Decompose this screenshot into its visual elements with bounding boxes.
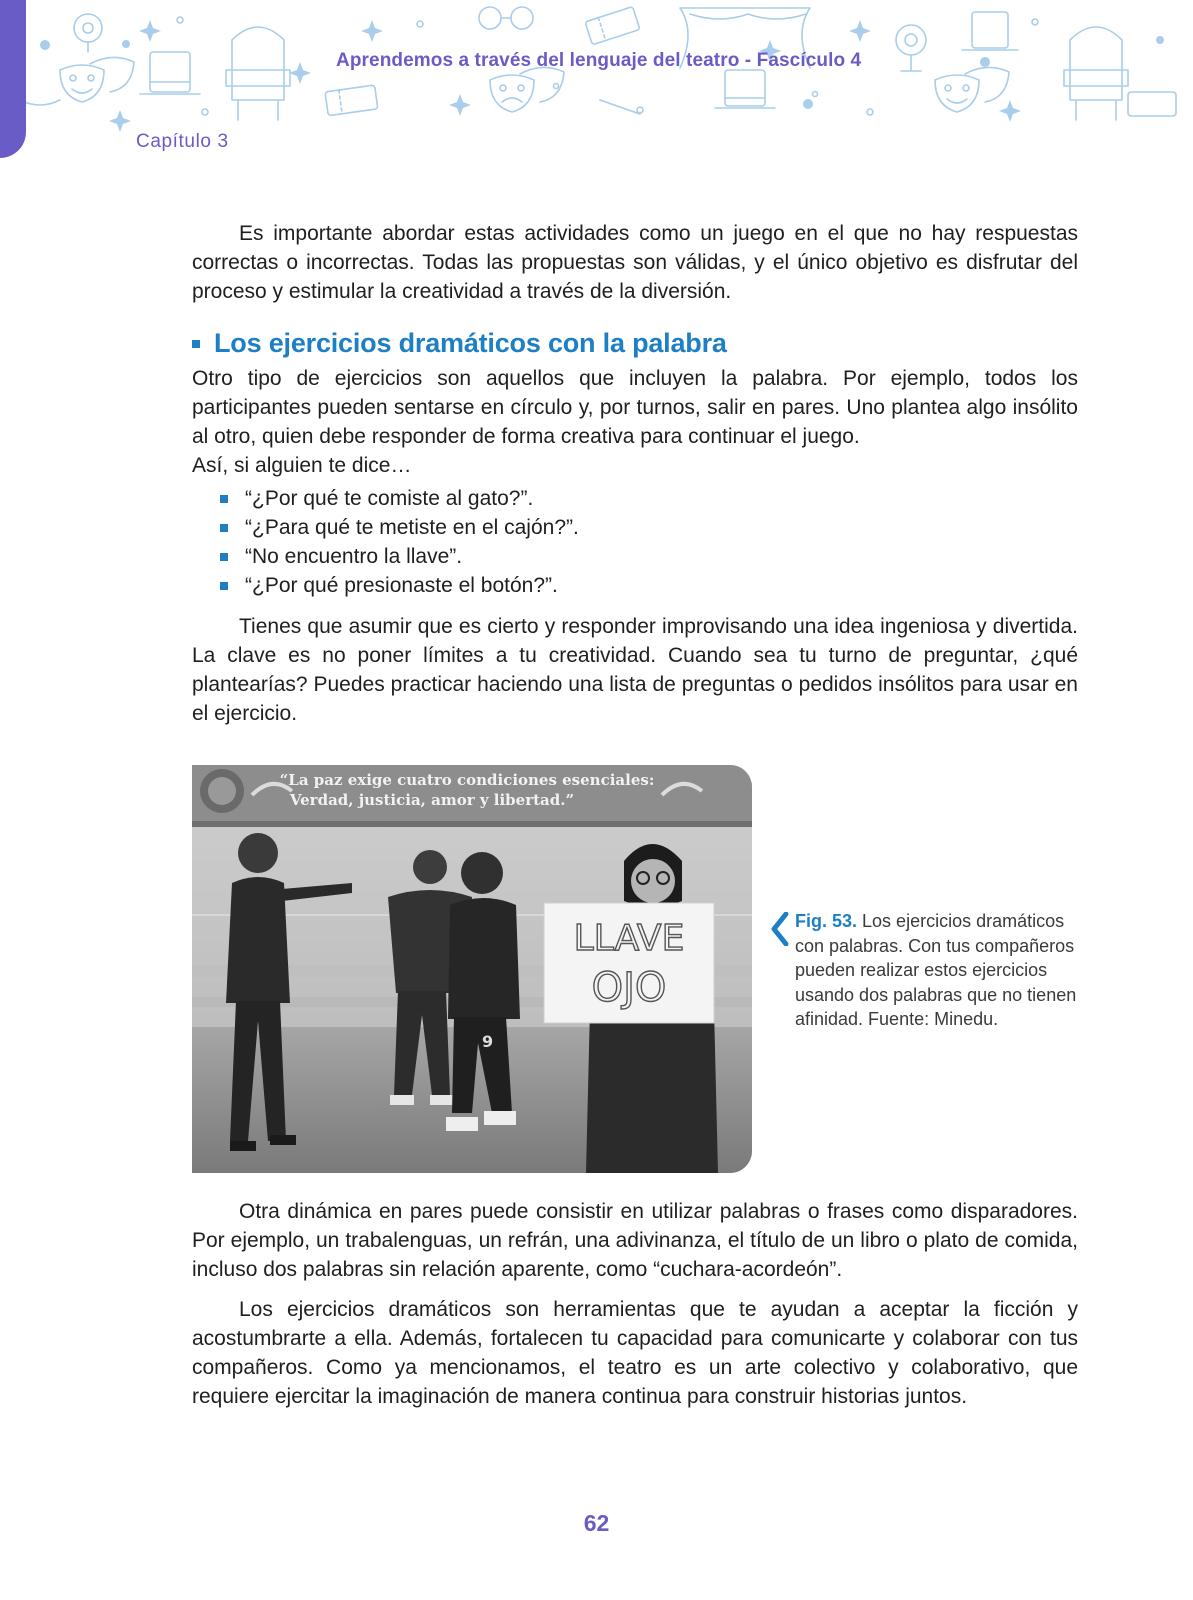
paragraph-closing: Los ejercicios dramáticos son herramientas que te ayudan a aceptar la ficción y acostumbrarte a ella. Además, fortalecen tu capacidad para comunicarte y colaborar con tus compañeros. Como ya mencionamos, el teatro es un arte colectivo y colaborativo, que requiere ejercitar la imaginación de manera continua para construir historias juntos. [192, 1298, 1078, 1408]
llave-ojo-sign [544, 903, 714, 1023]
figure-caption [795, 909, 1085, 1032]
page-number: 62 [583, 1510, 610, 1536]
section-paragraph: Otro tipo de ejercicios son aquellos que incluyen la palabra. Por ejemplo, todos los participantes pueden sentarse en círculo y, por turnos, salir en pares. Uno plantea algo insólito al otro, quien debe responder de forma creativa para continuar el juego. [192, 367, 1078, 448]
section-heading-text: Los ejercicios dramáticos con la palabra [214, 327, 727, 358]
throne-icon [1064, 27, 1128, 120]
spotlight-icon [896, 25, 926, 71]
students-photo-illustration [192, 765, 752, 1173]
theater-masks-icon [60, 57, 134, 102]
list-item-text: “¿Por qué presionaste el botón?”. [245, 573, 558, 597]
chevron-left-icon [770, 912, 790, 946]
list-item-text: “¿Para qué te metiste en el cajón?”. [245, 515, 579, 539]
ticket-icon [1128, 92, 1176, 116]
throne-icon [226, 27, 290, 120]
heading-bullet-icon [192, 340, 200, 348]
ticket-icon [585, 7, 640, 45]
ticket-icon [325, 85, 378, 116]
fasciculo-title: Aprendemos a través del lenguaje del teatro - Fascículo 4 [336, 50, 862, 71]
lead-line: Así, si alguien te dice… [192, 454, 412, 477]
paragraph-pairs: Otra dinámica en pares puede consistir en utilizar palabras o frases como disparadores. Por ejemplo, un trabalenguas, un refrán, una adivinanza, el título de un libro o plato de comida, incluso dos palabras sin relación aparente, como “cuchara-acordeón”. [192, 1200, 1078, 1281]
theater-masks-icon [935, 67, 1009, 112]
top-hat-icon [715, 70, 775, 108]
star-icon [40, 20, 1164, 132]
intro-paragraph: Es importante abordar estas actividades como un juego en el que no hay respuestas correctas o incorrectas. Todas las propuestas son válidas, y el único objetivo es disfrutar del proceso y estimular la creatividad a través de la diversión. [192, 222, 1078, 303]
bullet-icon [220, 495, 228, 503]
figure-label: Fig. 53. [795, 911, 858, 931]
chapter-side-tab [0, 0, 26, 158]
top-hat-icon [962, 12, 1018, 50]
sign-word-llave: LLAVE [573, 918, 685, 959]
paragraph-after-list: Tienes que asumir que es cierto y responder improvisando una idea ingeniosa y divertida. La clave es no poner límites a tu creatividad. Cuando sea tu turno de preguntar, ¿qué plantearías? Puedes practicar haciendo una lista de preguntas o pedidos insólitos para usar en el ejercicio. [192, 615, 1078, 725]
chapter-label: Capítulo 3 [136, 131, 229, 152]
banner-text-line1: “La paz exige cuatro condiciones esenciales: [279, 771, 655, 789]
list-item-text: “¿Por qué te comiste al gato?”. [245, 486, 534, 510]
list-item [220, 542, 1040, 571]
jersey-number: 9 [482, 1032, 494, 1051]
list-item [220, 513, 1040, 542]
bullet-icon [220, 524, 228, 532]
spotlight-icon [74, 14, 102, 52]
opera-glasses-icon [479, 7, 533, 29]
list-item [220, 571, 1040, 600]
list-item [220, 484, 1040, 513]
example-list [220, 484, 1040, 600]
figure-caption-text: Los ejercicios dramáticos con palabras. Con tus compañeros pueden realizar estos ejercicios usando dos palabras que no tienen afinidad. Fuente: Minedu. [795, 911, 1077, 1029]
bullet-icon [220, 553, 228, 561]
figure-photo [192, 765, 752, 1173]
banner-text-line2: Verdad, justicia, amor y libertad.” [289, 791, 575, 809]
sign-word-ojo: OJO [591, 965, 667, 1011]
section-heading [192, 323, 1078, 363]
bullet-icon [220, 582, 228, 590]
list-item-text: “No encuentro la llave”. [245, 544, 463, 568]
top-hat-icon [140, 52, 200, 94]
theater-masks-icon [490, 67, 564, 112]
